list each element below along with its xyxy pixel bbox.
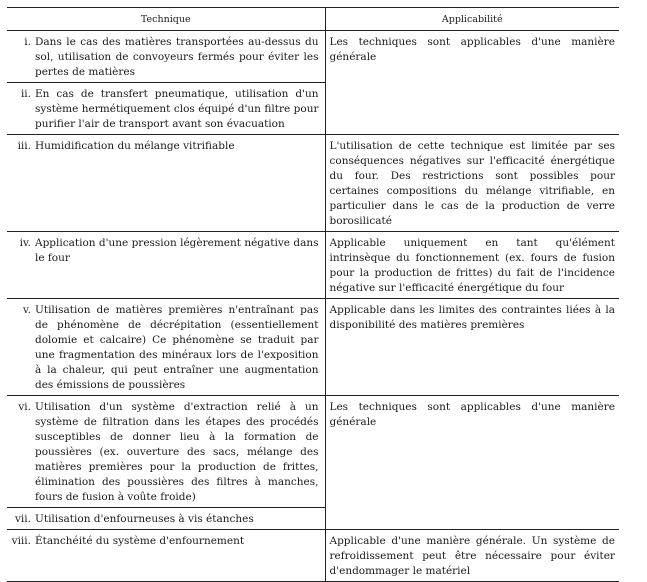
row-number: iv. <box>19 237 31 249</box>
table-row <box>7 135 619 232</box>
row-number: vii. <box>15 513 31 525</box>
technique-cell <box>7 299 325 396</box>
row-number: iii. <box>17 140 31 152</box>
technique-column-header: Technique <box>7 8 325 31</box>
technique-cell <box>7 530 325 582</box>
row-number: vi. <box>18 401 31 413</box>
technique-cell <box>7 31 325 83</box>
table-row <box>7 232 619 299</box>
applicability-cell: L'utilisation de cette technique est limitée par ses conséquences négatives sur l'efficacité énergétique du four. Des restrictions sont possibles pour certaines compositions du mélange vitrifiable, en particulier dans le cas de la production de verre borosilicaté <box>325 135 619 232</box>
applicability-cell: Applicable d'une manière générale. Un système de refroidissement peut être nécessaire pour éviter d'endommager le matériel <box>325 530 619 582</box>
row-number: v. <box>22 304 31 316</box>
technique-text: Utilisation d'enfourneuses à vis étanches <box>35 513 254 525</box>
technique-text: En cas de transfert pneumatique, utilisation d'un système hermétiquement clos équipé d'un filtre pour purifier l'air de transport avant son évacuation <box>35 88 319 130</box>
technique-text: Humidification du mélange vitrifiable <box>35 140 235 152</box>
technique-text: Utilisation d'un système d'extraction relié à un système de filtration dans les étapes des procédés susceptibles de donner lieu à la formation de poussières (ex. ouverture des sacs, mélange des matières premières pour la production de frittes, élimination des poussières des filtres à manches, fours de fusion à voûte froide) <box>35 401 319 503</box>
row-number: i. <box>24 36 31 48</box>
table-row <box>7 396 619 508</box>
techniques-table <box>7 7 619 582</box>
table-row <box>7 31 619 83</box>
technique-cell <box>7 135 325 232</box>
row-number: viii. <box>11 535 31 547</box>
row-number: ii. <box>20 88 31 100</box>
technique-text: Utilisation de matières premières n'entraînant pas de phénomène de décrépitation (essentiellement dolomie et calcaire) Ce phénomène se traduit par une fragmentation des minéraux lors de l'exposition à la chaleur, qui peut entraîner une augmentation des émissions de poussières <box>35 304 319 391</box>
applicability-cell: Les techniques sont applicables d'une manière générale <box>325 31 619 135</box>
applicability-cell: Applicable dans les limites des contraintes liées à la disponibilité des matières premières <box>325 299 619 396</box>
table-header-row <box>7 8 619 31</box>
technique-text: Application d'une pression légèrement négative dans le four <box>35 237 319 264</box>
technique-cell <box>7 396 325 508</box>
applicability-cell: Les techniques sont applicables d'une manière générale <box>325 396 619 530</box>
applicability-cell: Applicable uniquement en tant qu'élément intrinsèque du fonctionnement (ex. fours de fusion pour la production de frittes) du fait de l'incidence négative sur l'efficacité énergétique du four <box>325 232 619 299</box>
applicability-column-header: Applicabilité <box>325 8 619 31</box>
table-row <box>7 299 619 396</box>
technique-cell <box>7 83 325 135</box>
technique-text: Étanchéité du système d'enfournement <box>35 535 245 547</box>
technique-cell <box>7 232 325 299</box>
technique-text: Dans le cas des matières transportées au-dessus du sol, utilisation de convoyeurs fermés pour éviter les pertes de matières <box>35 36 319 78</box>
technique-cell <box>7 508 325 530</box>
document-page <box>7 7 619 582</box>
table-row <box>7 530 619 582</box>
